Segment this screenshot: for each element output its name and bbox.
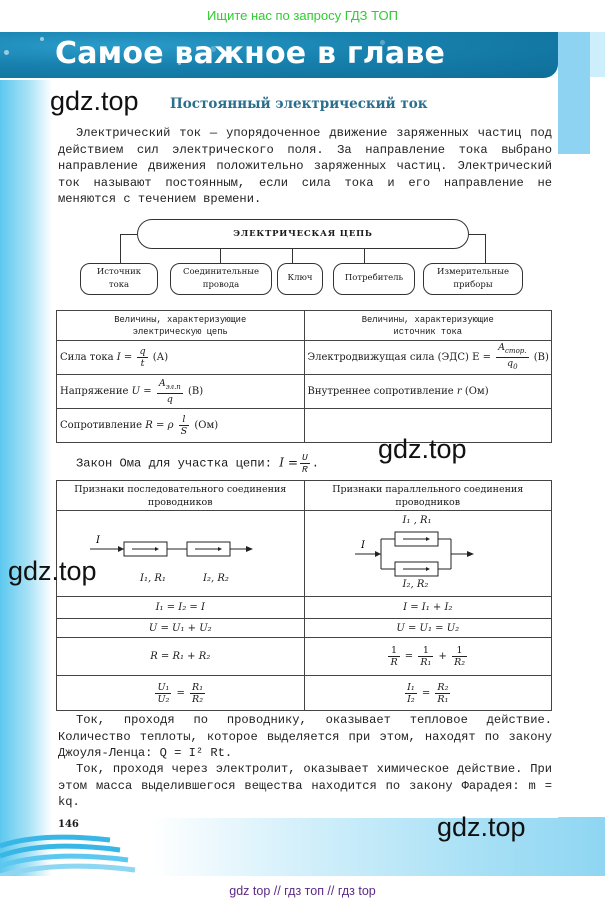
header-series-connection: Признаки последовательного соединения проводников xyxy=(57,481,305,511)
diagram-node-switch: Ключ xyxy=(277,263,323,295)
ohm-law: Закон Ома для участка цепи: I = $\frac{U}{R}$ . xyxy=(76,452,319,475)
series-voltage-cell: U = U₁ + U₂ xyxy=(57,619,305,638)
series-circuit-icon xyxy=(80,519,280,589)
emf-formula-cell: Электродвижущая сила (ЭДС) E = $\frac{A_{стор.}}{q_0}$ (В) xyxy=(304,341,552,375)
diagram-root-electric-circuit: ЭЛЕКТРИЧЕСКАЯ ЦЕПЬ xyxy=(137,219,469,249)
series-current-cell: I₁ = I₂ = I xyxy=(57,597,305,619)
diagram-node-connecting-wires: Соединительные провода xyxy=(170,263,272,295)
watermark-top: gdz.top xyxy=(50,86,139,116)
page-number: 146 xyxy=(58,819,79,830)
series-resistance-cell: R = R₁ + R₂ xyxy=(57,638,305,676)
parallel-ratio-cell: $\frac{\text{I₁}}{\text{I₂}}$ = $\frac{\text{R₂}}{\text{R₁}}$ xyxy=(304,676,552,711)
diagram-node-measuring-devices: Измерительные приборы xyxy=(423,263,523,295)
table-row xyxy=(57,676,552,711)
watermark-middle-right: gdz.top xyxy=(378,434,467,464)
right-decorative-tab xyxy=(558,32,590,154)
section-title: Постоянный электрический ток xyxy=(170,96,428,112)
connections-table xyxy=(56,480,552,711)
header-parallel-connection: Признаки параллельного соединения проводников xyxy=(304,481,552,511)
series-label-2: I₂, R₂ xyxy=(203,573,229,584)
table-row xyxy=(57,341,552,375)
internal-resistance-cell: Внутреннее сопротивление r (Ом) xyxy=(304,375,552,409)
svg-text:I: I xyxy=(360,539,365,551)
right-decorative-tab-light xyxy=(590,32,605,77)
waves-decoration-icon xyxy=(0,832,140,876)
quantities-table xyxy=(56,310,552,443)
parallel-circuit-icon xyxy=(353,526,503,582)
top-banner: Ищите нас по запросу ГДЗ ТОП xyxy=(0,0,605,32)
diagram-node-consumer: Потребитель xyxy=(333,263,415,295)
bottom-banner: gdz top // гдз топ // гдз top xyxy=(0,876,605,909)
current-formula-cell: Сила тока I = $\frac{q}{t}$ (А) xyxy=(57,341,305,375)
watermark-bottom: gdz.top xyxy=(437,812,526,842)
header-circuit-quantities: Величины, характеризующие электрическую цепь xyxy=(57,311,305,341)
svg-text:I: I xyxy=(96,534,101,546)
series-label-1: I₁, R₁ xyxy=(140,573,166,584)
header-source-quantities: Величины, характеризующие источник тока xyxy=(304,311,552,341)
intro-paragraph: Электрический ток — упорядоченное движение заряженных частиц под действием сил электрического поля. За направление тока выбрано направление движения положительно заряженных частиц. Электрический ток называют постоянным, если сила тока и его направление не меняются с течением времени. xyxy=(58,126,552,207)
heat-paragraph: Ток, проходя по проводнику, оказывает тепловое действие. Количество теплоты, которое выделяется при этом, находят по закону Джоуля-Ленца: Q = I² Rt. xyxy=(58,713,552,761)
diagram-node-current-source: Источник тока xyxy=(80,263,158,295)
chapter-title: Самое важное в главе xyxy=(55,36,446,71)
parallel-current-cell: I = I₁ + I₂ xyxy=(304,597,552,619)
watermark-middle-left: gdz.top xyxy=(8,556,97,586)
resistance-formula-cell: Сопротивление R = ρ $\frac{l}{S}$ (Ом) xyxy=(57,409,305,443)
series-ratio-cell: $\frac{\text{U₁}}{\text{U₂}}$ = $\frac{\text{R₁}}{\text{R₂}}$ xyxy=(57,676,305,711)
parallel-circuit-diagram xyxy=(304,511,552,597)
parallel-label-2: I₂, R₂ xyxy=(402,579,429,590)
left-decorative-band xyxy=(0,80,52,876)
voltage-formula-cell: Напряжение U = $\frac{A_{эл.п}}{q}$ (В) xyxy=(57,375,305,409)
chemical-paragraph: Ток, проходя через электролит, оказывает химическое действие. При этом масса выделившегося вещества находится по закону Фарадея: m = kq. xyxy=(58,762,552,810)
table-row xyxy=(57,409,552,443)
chapter-header xyxy=(0,32,558,78)
parallel-resistance-cell: $\frac{1}{R}$ = $\frac{1}{\text{R₁}}$ + $\frac{1}{\text{R₂}}$ xyxy=(304,638,552,676)
parallel-voltage-cell: U = U₁ = U₂ xyxy=(304,619,552,638)
table-row xyxy=(57,375,552,409)
circuit-components-diagram xyxy=(80,219,530,299)
table-row xyxy=(57,597,552,619)
table-row xyxy=(57,619,552,638)
table-row xyxy=(57,638,552,676)
parallel-label-1: I₁ , R₁ xyxy=(402,515,432,526)
bottom-decorative-gradient xyxy=(150,817,605,876)
